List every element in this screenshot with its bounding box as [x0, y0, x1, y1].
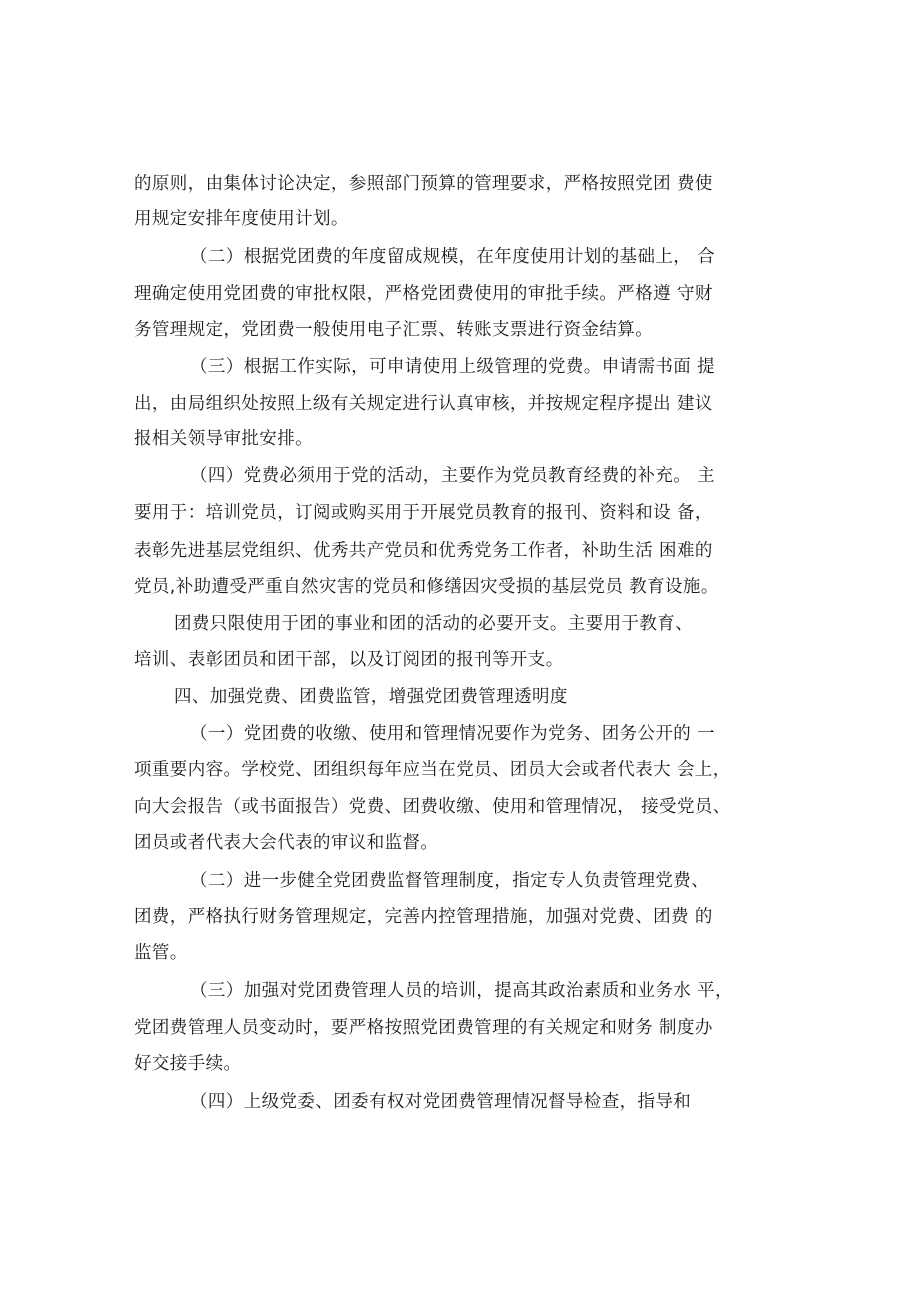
- text-line: （四）党费必须用于党的活动，主要作为党员教育经费的补充。 主: [190, 466, 716, 486]
- text-line: （二）根据党团费的年度留成规模，在年度使用计划的基础上， 合: [190, 247, 716, 267]
- text-line: 理确定使用党团费的审批权限，严格党团费使用的审批手续。严格遵 守财: [134, 284, 713, 304]
- text-line: 向大会报告（或书面报告）党费、团费收缴、使用和管理情况， 接受党员、: [134, 797, 731, 817]
- text-line: 项重要内容。学校党、团组织每年应当在党员、团员大会或者代表大 会上，: [134, 760, 731, 780]
- text-line: 党员,补助遭受严重自然灾害的党员和修缮因灾受损的基层党员 教育设施。: [134, 577, 719, 597]
- text-line: 务管理规定，党团费一般使用电子汇票、转账支票进行资金结算。: [134, 320, 654, 340]
- text-line: （二）进一步健全党团费监督管理制度，指定专人负责管理党费、: [190, 871, 710, 891]
- text-line: 培训、表彰团员和团干部，以及订阅团的报刊等开支。: [134, 650, 564, 670]
- text-line: （三）加强对党团费管理人员的培训，提高其政治素质和业务水 平，: [190, 981, 733, 1001]
- text-line: （四）上级党委、团委有权对党团费管理情况督导检查，指导和: [190, 1092, 692, 1112]
- text-line: （三）根据工作实际，可申请使用上级管理的党费。申请需书面 提: [190, 357, 716, 377]
- text-line: 团费只限使用于团的事业和团的活动的必要开支。主要用于教育、: [174, 614, 694, 634]
- text-line: 团员或者代表大会代表的审议和监督。: [134, 833, 439, 853]
- text-line: 报相关领导审批安排。: [134, 429, 313, 449]
- text-line: 的原则，由集体讨论决定，参照部门预算的管理要求，严格按照党团 费使: [134, 174, 713, 194]
- text-line: 出，由局组织处按照上级有关规定进行认真审核，并按规定程序提出 建议: [134, 394, 713, 414]
- text-line: 用规定安排年度使用计划。: [134, 209, 349, 229]
- text-line: 表彰先进基层党组织、优秀共产党员和优秀党务工作者，补助生活 困难的: [134, 541, 713, 561]
- section-heading: 四、加强党费、团费监管，增强党团费管理透明度: [174, 687, 568, 707]
- text-line: 好交接手续。: [134, 1054, 242, 1074]
- text-line: 党团费管理人员变动时，要严格按照党团费管理的有关规定和财务 制度办: [134, 1018, 713, 1038]
- text-line: 团费，严格执行财务管理规定，完善内控管理措施，加强对党费、团费 的: [134, 907, 713, 927]
- text-line: 要用于：培训党员，订阅或购买用于开展党员教育的报刊、资料和设 备，: [134, 503, 713, 523]
- text-line: （一）党团费的收缴、使用和管理情况要作为党务、团务公开的 一: [190, 724, 716, 744]
- text-line: 监管。: [134, 943, 188, 963]
